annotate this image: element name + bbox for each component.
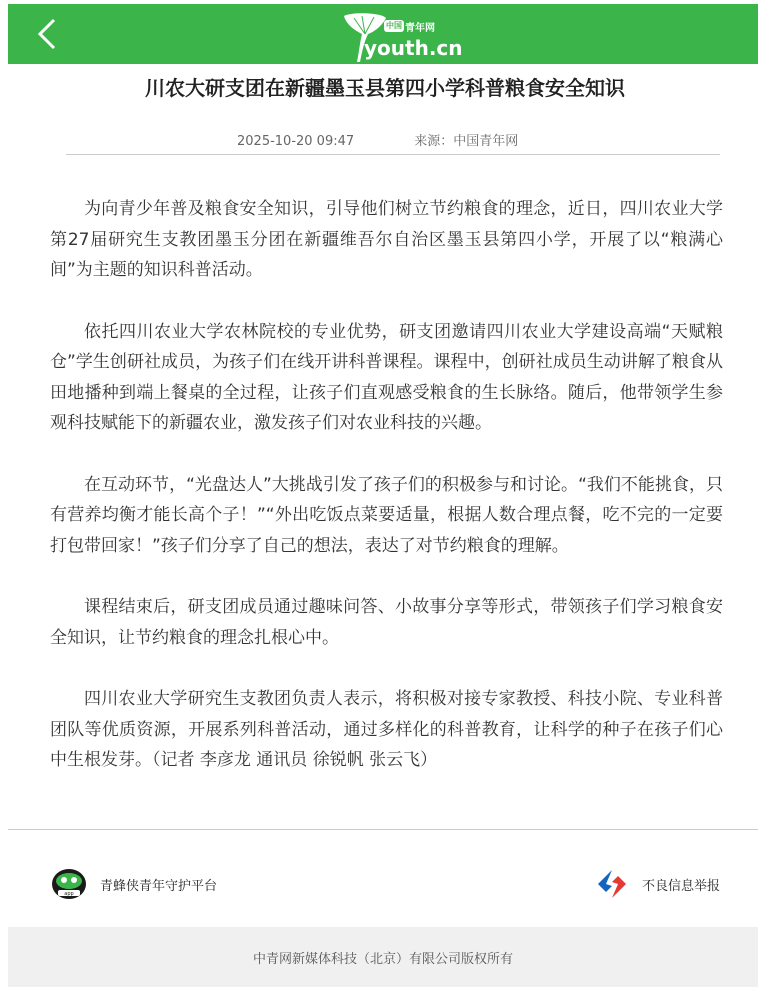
article-paragraph: 依托四川农业大学农林院校的专业优势，研支团邀请四川农业大学建设高端“天赋粮仓”学生创研社成员，为孩子们在线开讲科普课程。课程中，创研社成员生动讲解了粮食从田地播种到端上餐桌的全过程，让孩子们直观感受粮食的生长脉络。随后，他带领学生参观科技赋能下的新疆农业，激发孩子们对农业科技的兴趣。: [50, 321, 723, 433]
report-label: 不良信息举报: [641, 878, 720, 894]
top-header-bar: [8, 4, 758, 64]
qingfengxia-mascot-icon: [50, 868, 88, 900]
article-paragraph: 四川农业大学研究生支教团负责人表示，将积极对接专家教授、科技小院、专业科普团队等优质资源，开展系列科普活动，通过多样化的科普教育，让科学的种子在孩子们心中生根发芽。（记者 李彦龙 通讯员 徐锐帆 张云飞）: [50, 689, 723, 770]
svg-text:app: app: [64, 891, 74, 897]
page-footer: [8, 927, 758, 987]
article-meta: [237, 130, 518, 149]
article-paragraph: 课程结束后，研支团成员通过趣味问答、小故事分享等形式，带领孩子们学习粮食安全知识，让节约粮食的理念扎根心中。: [50, 597, 723, 648]
site-logo[interactable]: [340, 12, 463, 64]
article-paragraph: 在互动环节，“光盘达人”大挑战引发了孩子们的积极参与和讨论。“我们不能挑食，只有营养均衡才能长高个子！”“外出吃饭点菜要适量，根据人数合理点餐，吃不完的一定要打包带回家！”孩子们分享了自己的想法，表达了对节约粮食的理解。: [50, 474, 723, 556]
chevron-left-icon: [30, 16, 66, 52]
article-paragraph: 为向青少年普及粮食安全知识，引导他们树立节约粮食的理念，近日，四川农业大学第27届研究生支教团墨玉分团在新疆维吾尔自治区墨玉县第四小学，开展了以“粮满心间”为主题的知识科普活动。: [50, 199, 723, 280]
divider: [8, 829, 758, 830]
article-body: [50, 194, 723, 807]
divider: [66, 154, 720, 155]
qingfengxia-platform-link[interactable]: [50, 868, 217, 900]
report-logo-icon: [594, 868, 630, 900]
publish-date: 2025-10-20 09:47: [237, 134, 355, 149]
qingfengxia-label: 青蜂侠青年守护平台: [100, 878, 218, 894]
copyright-text: 中青网新媒体科技（北京）有限公司版权所有: [252, 952, 513, 967]
logo-site-name: 青年网: [405, 23, 435, 34]
back-button[interactable]: [30, 16, 66, 52]
logo-brand: youth.cn: [364, 36, 463, 60]
article-title: 川农大研支团在新疆墨玉县第四小学科普粮食安全知识: [145, 76, 625, 100]
article-source: 来源：中国青年网: [414, 134, 519, 149]
footer-links: [8, 858, 758, 908]
report-link[interactable]: [594, 868, 720, 900]
logo-badge: 中国: [386, 21, 402, 30]
